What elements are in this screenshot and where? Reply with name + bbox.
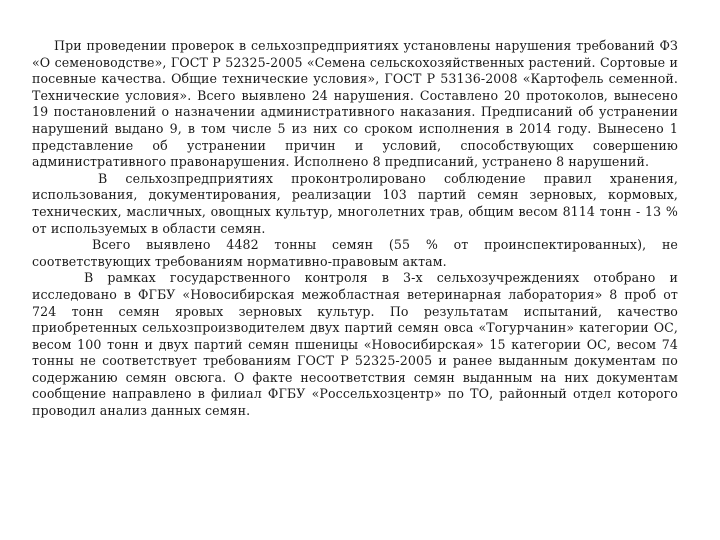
document-body — [32, 38, 678, 420]
paragraph-inspection-violations: При проведении проверок в сельхозпредприятиях установлены нарушения требований ФЗ «О семеноводстве», ГОСТ Р 52325-2005 «Семена сельскохозяйственных растений. Сортовые и посевные качества. Общие технические условия», ГОСТ Р 53136-2008 «Картофель семенной. Технические условия». Всего выявлено 24 нарушения. Составлено 20 протоколов, вынесено 19 постановлений о назначении административного наказания. Предписаний об устранении нарушений выдано 9, в том числе 5 из них со сроком исполнения в 2014 году. Вынесено 1 представление об устранении причин и условий, способствующих совершению административного правонарушения. Исполнено 8 предписаний, устранено 8 нарушений. — [32, 38, 678, 170]
paragraph-state-control-testing: В рамках государственного контроля в 3-х сельхозучреждениях отобрано и исследовано в ФГБУ «Новосибирская межобластная ветеринарная лаборатория» 8 проб от 724 тонн семян яровых зерновых культур. По результатам испытаний, качество приобретенных сельхозпроизводителем двух партий семян овса «Тогурчанин» категории ОС, весом 100 тонн и двух партий семян пшеницы «Новосибирская» 15 категории ОС, весом 74 тонны не соответствует требованиям ГОСТ Р 52325-2005 и ранее выданным документам по содержанию семян овсюга. О факте несоответствия семян выданным на них документам сообщение направлено в филиал ФГБУ «Россельхозцентр» по ТО, районный отдел которого проводил анализ данных семян. — [32, 270, 678, 419]
paragraph-noncompliant-seeds: Всего выявлено 4482 тонны семян (55 % от проинспектированных), не соответствующих требованиям нормативно-правовым актам. — [32, 237, 678, 269]
paragraph-seed-storage-control: В сельхозпредприятиях проконтролировано соблюдение правил хранения, использования, документирования, реализации 103 партий семян зерновых, кормовых, технических, масличных, овощных культур, многолетних трав, общим весом 8114 тонн - 13 % от используемых в области семян. — [32, 170, 678, 236]
